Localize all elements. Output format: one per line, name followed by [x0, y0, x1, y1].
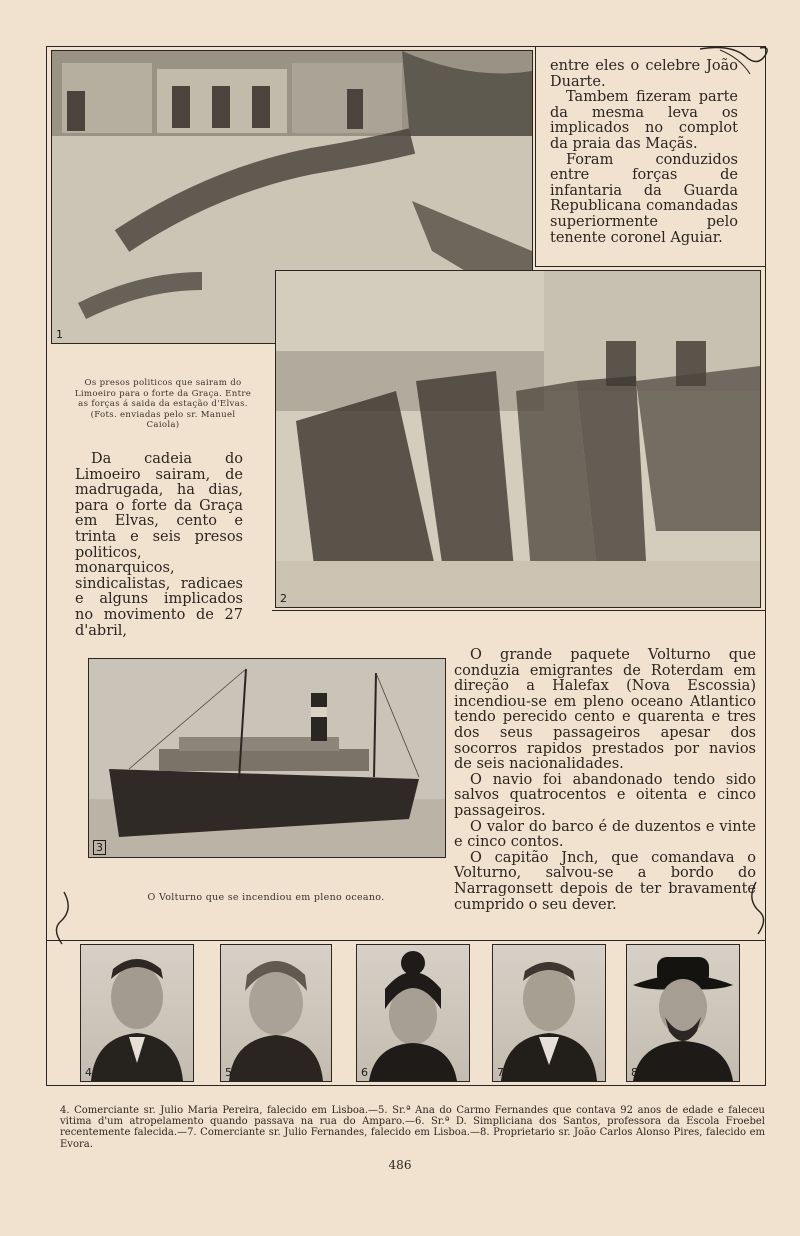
portrait-number-4: 4	[85, 1066, 92, 1079]
portrait-number-8: 8	[631, 1066, 638, 1079]
frame-top-section-divider	[272, 610, 766, 611]
portrait-7	[492, 944, 606, 1082]
prisoners-continued-3: Foram conduzidos entre forças de infantaria da Guarda Republicana comandadas superiormente pelo tenente coronel Aguiar.	[550, 151, 738, 246]
prisoners-article-lead	[75, 452, 243, 639]
photo-prisoners-escort-image	[276, 271, 760, 607]
portrait-5-image	[221, 945, 331, 1081]
photo-volturno-ship	[88, 658, 446, 858]
photo-number-2: 2	[280, 592, 287, 605]
portrait-5	[220, 944, 332, 1082]
volturno-paragraph-4: O capitão Jnch, que comandava o Volturno, salvou-se a bordo do Narragonsett depois de ter bravamente cumprido o seu dever.	[454, 849, 756, 913]
portrait-number-7: 7	[497, 1066, 504, 1079]
frame-left	[46, 46, 47, 1086]
portrait-4-image	[81, 945, 193, 1081]
photo-number-1: 1	[56, 328, 63, 341]
prisoners-continued-2: Tambem fizeram parte da mesma leva os implicados no complot da praia das Maçãs.	[550, 89, 738, 152]
caption-prisoners: Os presos politicos que sairam do Limoeiro para o forte da Graça. Entre as forças á saida da estação d'Elvas. (Fots. enviadas pelo sr. Manuel Caiola)	[74, 378, 252, 430]
photo-prisoners-escort	[275, 270, 761, 608]
portrait-number-5: 5	[225, 1066, 232, 1079]
photo-number-3: 3	[93, 840, 106, 855]
corner-ornament-right-mid	[744, 880, 768, 940]
volturno-paragraph-2: O navio foi abandonado tendo sido salvos quatrocentos e oitenta e cinco passageiros.	[454, 771, 756, 819]
portrait-8-image	[627, 945, 739, 1081]
portrait-4	[80, 944, 194, 1082]
text-box-divider-left	[535, 46, 536, 266]
text-box-divider-bottom	[535, 266, 766, 267]
page-number: 486	[388, 1158, 412, 1172]
corner-ornament-left-mid	[52, 890, 76, 950]
prisoners-continued-1: entre eles o celebre João Duarte.	[550, 58, 738, 90]
portrait-number-6: 6	[361, 1066, 368, 1079]
frame-top	[46, 46, 766, 47]
frame-mid-divider	[46, 940, 766, 941]
photo-volturno-ship-image	[89, 659, 445, 857]
prisoners-article-continued	[550, 59, 738, 246]
portraits-caption: 4. Comerciante sr. Julio Maria Pereira, falecido em Lisboa.—5. Sr.ª Ana do Carmo Fernandes que contava 92 anos de edade e faleceu vitima d'um atropelamento quando passava na rua do Amparo.—6. Sr.ª D. Simpliciana dos Santos, professora da Escola Froebel recentemente falecida.—7. Comerciante sr. Julio Fernandes, falecido em Lisboa.—8. Proprietario sr. João Carlos Alonso Pires, falecido em Evora.	[60, 1105, 765, 1150]
volturno-article	[454, 648, 756, 913]
portrait-7-image	[493, 945, 605, 1081]
volturno-paragraph-3: O valor do barco é de duzentos e vinte e cinco contos.	[454, 818, 756, 851]
volturno-paragraph-1: O grande paquete Volturno que conduzia emigrantes de Roterdam em direção a Halefax (Nova Escossia) incendiou-se em pleno oceano Atlantico tendo perecido cento e quarenta e tres dos seus passageiros apesar dos socorros rapidos prestados por navios de seis nacionalidades.	[454, 647, 756, 773]
frame-bottom	[46, 1085, 766, 1086]
prisoners-lead-paragraph: Da cadeia do Limoeiro sairam, de madrugada, ha dias, para o forte da Graça em Elvas, cento e trinta e seis presos politicos, monarquicos, sindicalistas, radicaes e alguns implicados no movimento de 27 d'abril,	[75, 451, 243, 639]
portrait-6	[356, 944, 470, 1082]
portrait-6-image	[357, 945, 469, 1081]
portrait-8	[626, 944, 740, 1082]
caption-volturno: O Volturno que se incendiou em pleno oceano.	[147, 892, 385, 903]
